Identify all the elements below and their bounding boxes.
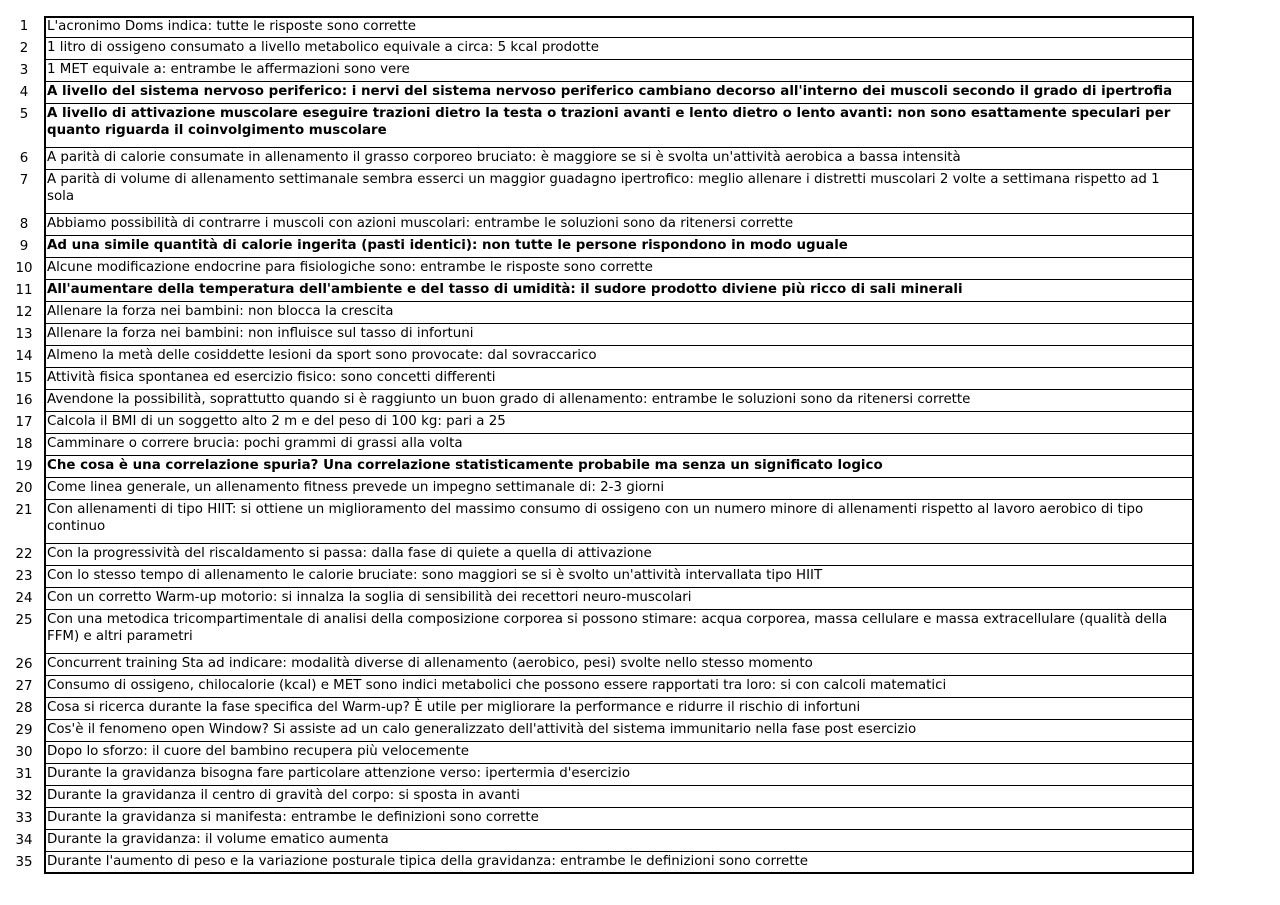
table-row <box>0 434 1200 456</box>
row-number: 8 <box>19 217 29 232</box>
row-number: 23 <box>15 569 33 584</box>
row-number: 30 <box>15 745 33 760</box>
table-row <box>0 698 1200 720</box>
table-row <box>0 456 1200 478</box>
table-row <box>0 852 1200 874</box>
table-row <box>0 82 1200 104</box>
row-number: 22 <box>15 547 33 562</box>
table-row <box>0 280 1200 302</box>
table-row <box>0 148 1200 170</box>
row-number: 27 <box>15 679 33 694</box>
table-row <box>0 500 1200 544</box>
row-text-cell: A parità di volume di allenamento settimanale sembra esserci un maggior guadagno ipertrofico: meglio allenare i distretti muscolari 2 volte a settimana rispetto ad 1 sola <box>44 170 1194 214</box>
row-number: 33 <box>15 811 33 826</box>
table-row <box>0 324 1200 346</box>
row-text-cell: Concurrent training Sta ad indicare: modalità diverse di allenamento (aerobico, pesi) svolte nello stesso momento <box>44 654 1194 676</box>
row-text-cell: A parità di calorie consumate in allenamento il grasso corporeo bruciato: è maggiore se si è svolta un'attività aerobica a bassa intensità <box>44 148 1194 170</box>
row-text-cell: Che cosa è una correlazione spuria? Una correlazione statisticamente probabile ma senza un significato logico <box>44 456 1194 478</box>
row-text-cell: A livello del sistema nervoso periferico: i nervi del sistema nervoso periferico cambiano decorso all'interno dei muscoli secondo il grado di ipertrofia <box>44 82 1194 104</box>
row-number: 1 <box>19 19 29 34</box>
row-text-cell: Camminare o correre brucia: pochi grammi di grassi alla volta <box>44 434 1194 456</box>
row-number: 7 <box>19 173 29 188</box>
table-row <box>0 412 1200 434</box>
row-text-cell: Consumo di ossigeno, chilocalorie (kcal) e MET sono indici metabolici che possono essere rapportati tra loro: si con calcoli matematici <box>44 676 1194 698</box>
table-row <box>0 786 1200 808</box>
table-row <box>0 170 1200 214</box>
row-number: 11 <box>15 283 33 298</box>
row-number: 25 <box>15 613 33 628</box>
row-number: 31 <box>15 767 33 782</box>
row-text-cell: Durante la gravidanza il centro di gravità del corpo: si sposta in avanti <box>44 786 1194 808</box>
row-number: 35 <box>15 855 33 870</box>
row-text-cell: Con una metodica tricompartimentale di analisi della composizione corporea si possono stimare: acqua corporea, massa cellulare e massa extracellulare (qualità della FFM) e altri parametri <box>44 610 1194 654</box>
row-number: 15 <box>15 371 33 386</box>
row-text-cell: Cosa si ricerca durante la fase specifica del Warm-up? È utile per migliorare la performance e ridurre il rischio di infortuni <box>44 698 1194 720</box>
row-text-cell: Cos'è il fenomeno open Window? Si assiste ad un calo generalizzato dell'attività del sistema immunitario nella fase post esercizio <box>44 720 1194 742</box>
row-text-cell: Ad una simile quantità di calorie ingerita (pasti identici): non tutte le persone rispondono in modo uguale <box>44 236 1194 258</box>
row-number: 32 <box>15 789 33 804</box>
table-row <box>0 16 1200 38</box>
table-row <box>0 808 1200 830</box>
table-row <box>0 38 1200 60</box>
row-text-cell: Almeno la metà delle cosiddette lesioni da sport sono provocate: dal sovraccarico <box>44 346 1194 368</box>
row-text-cell: A livello di attivazione muscolare eseguire trazioni dietro la testa o trazioni avanti e lento dietro o lento avanti: non sono esattamente speculari per quanto riguarda il coinvolgimento muscolare <box>44 104 1194 148</box>
row-number: 4 <box>19 85 29 100</box>
document-table <box>0 16 1200 874</box>
row-text-cell: Durante la gravidanza si manifesta: entrambe le definizioni sono corrette <box>44 808 1194 830</box>
row-text-cell: Calcola il BMI di un soggetto alto 2 m e del peso di 100 kg: pari a 25 <box>44 412 1194 434</box>
row-text-cell: Durante l'aumento di peso e la variazione posturale tipica della gravidanza: entrambe le definizioni sono corrette <box>44 852 1194 874</box>
row-text-cell: Attività fisica spontanea ed esercizio fisico: sono concetti differenti <box>44 368 1194 390</box>
table-row <box>0 60 1200 82</box>
table-row <box>0 302 1200 324</box>
row-text-cell: Come linea generale, un allenamento fitness prevede un impegno settimanale di: 2-3 giorni <box>44 478 1194 500</box>
row-text-cell: Abbiamo possibilità di contrarre i muscoli con azioni muscolari: entrambe le soluzioni sono da ritenersi corrette <box>44 214 1194 236</box>
table-row <box>0 544 1200 566</box>
row-number: 5 <box>19 107 29 122</box>
row-text-cell: Durante la gravidanza bisogna fare particolare attenzione verso: ipertermia d'esercizio <box>44 764 1194 786</box>
row-text-cell: 1 MET equivale a: entrambe le affermazioni sono vere <box>44 60 1194 82</box>
row-number: 14 <box>15 349 33 364</box>
row-number: 10 <box>15 261 33 276</box>
table-row <box>0 654 1200 676</box>
row-text-cell: Con lo stesso tempo di allenamento le calorie bruciate: sono maggiori se si è svolto un'attività intervallata tipo HIIT <box>44 566 1194 588</box>
table-row <box>0 742 1200 764</box>
row-text-cell: Con la progressività del riscaldamento si passa: dalla fase di quiete a quella di attivazione <box>44 544 1194 566</box>
row-number: 17 <box>15 415 33 430</box>
table-row <box>0 104 1200 148</box>
row-text-cell: Con allenamenti di tipo HIIT: si ottiene un miglioramento del massimo consumo di ossigeno con un numero minore di allenamenti rispetto al lavoro aerobico di tipo continuo <box>44 500 1194 544</box>
row-number: 28 <box>15 701 33 716</box>
table-row <box>0 588 1200 610</box>
row-text-cell: Avendone la possibilità, soprattutto quando si è raggiunto un buon grado di allenamento: entrambe le soluzioni sono da ritenersi corrette <box>44 390 1194 412</box>
row-number: 20 <box>15 481 33 496</box>
row-number: 21 <box>15 503 33 518</box>
table-row <box>0 258 1200 280</box>
row-text-cell: Con un corretto Warm-up motorio: si innalza la soglia di sensibilità dei recettori neuro-muscolari <box>44 588 1194 610</box>
row-number: 24 <box>15 591 33 606</box>
table-row <box>0 236 1200 258</box>
table-row <box>0 346 1200 368</box>
row-text-cell: All'aumentare della temperatura dell'ambiente e del tasso di umidità: il sudore prodotto diviene più ricco di sali minerali <box>44 280 1194 302</box>
row-text-cell: Durante la gravidanza: il volume ematico aumenta <box>44 830 1194 852</box>
table-row <box>0 764 1200 786</box>
row-number: 16 <box>15 393 33 408</box>
row-number: 34 <box>15 833 33 848</box>
table-row <box>0 830 1200 852</box>
row-text-cell: L'acronimo Doms indica: tutte le risposte sono corrette <box>44 16 1194 38</box>
row-number: 18 <box>15 437 33 452</box>
row-number: 9 <box>19 239 29 254</box>
row-number: 29 <box>15 723 33 738</box>
row-text-cell: Dopo lo sforzo: il cuore del bambino recupera più velocemente <box>44 742 1194 764</box>
table-row <box>0 720 1200 742</box>
table-row <box>0 676 1200 698</box>
row-number: 26 <box>15 657 33 672</box>
table-row <box>0 390 1200 412</box>
table-row <box>0 610 1200 654</box>
row-number: 13 <box>15 327 33 342</box>
row-text-cell: Alcune modificazione endocrine para fisiologiche sono: entrambe le risposte sono corrette <box>44 258 1194 280</box>
table-row <box>0 478 1200 500</box>
row-number: 2 <box>19 41 29 56</box>
row-text-cell: Allenare la forza nei bambini: non influisce sul tasso di infortuni <box>44 324 1194 346</box>
row-text-cell: Allenare la forza nei bambini: non blocca la crescita <box>44 302 1194 324</box>
table-row <box>0 566 1200 588</box>
row-number: 19 <box>15 459 33 474</box>
row-number: 6 <box>19 151 29 166</box>
row-text-cell: 1 litro di ossigeno consumato a livello metabolico equivale a circa: 5 kcal prodotte <box>44 38 1194 60</box>
row-number: 3 <box>19 63 29 78</box>
table-row <box>0 214 1200 236</box>
table-row <box>0 368 1200 390</box>
row-number: 12 <box>15 305 33 320</box>
